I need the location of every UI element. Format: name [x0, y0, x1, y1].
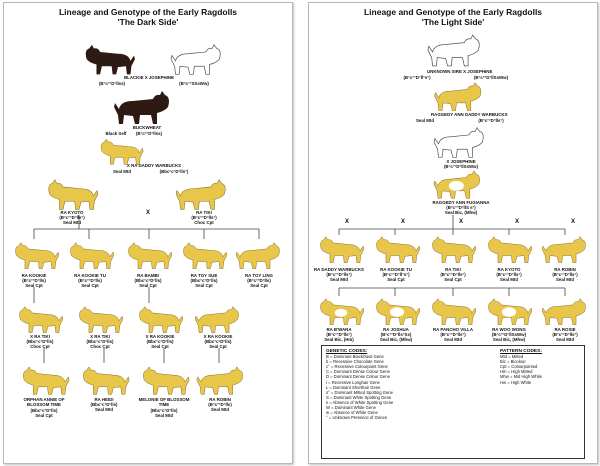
row2-pattern-4: Seal Bic, (Mhw) — [492, 337, 526, 342]
row1-cat-2 — [373, 235, 421, 265]
fugianna-label: RAGGEDY ANN FUGIANNA — [432, 200, 490, 205]
josephine-cat — [170, 43, 224, 77]
row1-pattern-5: Seal Mtd — [555, 277, 575, 282]
row2-name-3: RA PANCHO VILLA — [432, 327, 473, 332]
row2-genotype-4: (B°c°°D°llSsWw) — [491, 332, 527, 337]
row1-cat-1 — [12, 241, 60, 271]
row2-cat-1 — [16, 305, 64, 335]
row1-genotype-2: (B°c°°D°ll°s°) — [382, 272, 410, 277]
row3-genotype-3: (Bbc°c°D°lls) — [150, 408, 178, 413]
row3-cat-3 — [140, 365, 190, 397]
row1-pattern-1: Seal Mtd — [329, 277, 349, 282]
cross-mark: X — [459, 219, 464, 225]
daddy-warbucks-genotype: (Bbc°c°D°lls°) — [159, 169, 189, 174]
buckwheat-label: BUCKWHEAT — [132, 125, 162, 130]
cross-mark: X — [515, 219, 520, 225]
josephine-genotype: (B°c°°SSsWw) — [179, 81, 209, 86]
row2-name-4: RA WOO WONG — [492, 327, 526, 332]
raggedy-ann-daddy-genotype: (B°c°°D°lls°) — [478, 118, 504, 123]
genetic-code-item: b = Recessive Chocolate Gene — [326, 359, 384, 365]
unknown-sire-cat — [427, 33, 483, 69]
unknown-josephine-label: UNKNOWN SIRE X JOSEPHINE — [427, 69, 493, 74]
row1-cat-5 — [541, 235, 589, 265]
kyoto-label: RA KYOTO — [60, 210, 84, 215]
row1-genotype-5: (B°c°°D°lls°) — [552, 272, 578, 277]
row1-pattern-2: Seal Cpt — [81, 283, 99, 288]
tiki-cat — [174, 178, 230, 212]
genetic-code-item: W = Dominant White Gene — [326, 405, 376, 411]
row1-cat-5 — [235, 241, 283, 271]
tiki-pattern: Choc Cpt — [194, 220, 214, 225]
row3-pattern-2: Seal Mtd — [94, 407, 114, 412]
x-josephine-genotype: (B°c°°D°llSsWw) — [443, 164, 479, 169]
row3-name-4: RA ROBIN — [209, 397, 231, 402]
row2-cat-2 — [373, 297, 421, 327]
row1-name-3: RA BAMBI — [137, 273, 159, 278]
blackie-genotype: (B°c°°D°llss) — [98, 81, 126, 86]
row2-cat-1 — [317, 297, 365, 327]
row2-name-1: X RA TIKI — [30, 334, 50, 339]
row1-genotype-4: (Bbc°c°D°lls) — [190, 278, 218, 283]
pattern-codes-column — [500, 349, 542, 385]
chart-title: Lineage and Genotype of the Early Ragdolls — [58, 7, 238, 17]
row2-cat-4 — [194, 305, 242, 335]
row2-name-4: X RA KOOKIE — [203, 334, 233, 339]
row1-genotype-2: (B°c°°D°lls) — [78, 278, 102, 283]
pattern-code-item: Hm = High Mitted — [500, 369, 533, 375]
row1-pattern-4: Seal Cpt — [195, 283, 213, 288]
row1-genotype-3: (Bbc°c°D°lls) — [134, 278, 162, 283]
row1-cat-4 — [485, 235, 533, 265]
fugianna-cat — [433, 169, 483, 201]
row2-name-2: RA JOSHUA — [383, 327, 409, 332]
x-josephine-label: X JOSEPHINE — [446, 159, 476, 164]
row3-genotype-1: (Bbc°c°D°lls) — [30, 408, 58, 413]
row1-genotype-5: (B°c°°D°lls) — [247, 278, 271, 283]
row2-pattern-3: Seal Cpt — [151, 344, 169, 349]
pattern-code-item: Mhw = Mid High White — [500, 374, 543, 380]
row1-name-2: RA KOOKIE TU — [380, 267, 412, 272]
row3-pattern-4: Seal Mtd — [210, 407, 230, 412]
row2-name-3: X RA KOOKIE — [145, 334, 175, 339]
row1-name-1: RA DADDY WARBUCKS — [313, 267, 364, 272]
row2-genotype-2: (B°c°°D°lls°Ss) — [380, 332, 412, 337]
row2-genotype-1: (Bbc°c°D°lls) — [26, 339, 54, 344]
chart-subtitle: 'The Dark Side' — [117, 17, 179, 27]
row3-name-3: MELONIE OF BLOSSOM TIME — [138, 397, 190, 408]
genetic-code-item: D = Dominant Dense Colour Gene — [326, 374, 390, 380]
row2-genotype-2: (Bbc°c°D°lls) — [86, 339, 114, 344]
row2-pattern-4: Seal Cpt — [209, 344, 227, 349]
pattern-code-item: Hw = High White — [500, 379, 532, 385]
row2-cat-3 — [136, 305, 184, 335]
row1-cat-3 — [125, 241, 173, 271]
pattern-codes-heading: PATTERN CODES: — [500, 349, 542, 354]
genetic-code-item: B = Dominant Black/Seal Gene — [326, 354, 384, 360]
row2-cat-2 — [76, 305, 124, 335]
row1-pattern-3: Seal Cpt — [444, 277, 462, 282]
row2-genotype-4: (Bbc°c°D°lls) — [204, 339, 232, 344]
row2-cat-3 — [429, 297, 477, 327]
cross-mark: X — [146, 210, 151, 216]
genetic-code-item: s = Absence of White Spotting Gene — [326, 399, 394, 405]
row2-cat-4 — [485, 297, 533, 327]
row3-name-2: RA HEIDI — [94, 397, 114, 402]
row2-pattern-5: Seal Mtd — [555, 337, 575, 342]
row1-cat-3 — [429, 235, 477, 265]
row2-pattern-2: Seal Bic, (Mhw) — [379, 337, 413, 342]
row2-genotype-3: (Bbc°c°D°lls) — [146, 339, 174, 344]
josephine-genotype: (B°c°°D°llSsWw) — [473, 75, 509, 80]
row1-name-2: RA KOOKIE TU — [74, 273, 106, 278]
row1-name-5: RA ROBIN — [554, 267, 576, 272]
fugianna-pattern: Seal Bic, (Mhw) — [444, 210, 478, 215]
row3-genotype-4: (B°c°°D°lls) — [208, 402, 232, 407]
raggedy-ann-daddy-label: RAGGEDY ANN DADDY WARBUCKS — [431, 112, 508, 117]
cross-mark: X — [345, 219, 350, 225]
genetic-code-item: l = Recessive Longhair Gene — [326, 379, 380, 385]
row2-genotype-1: (B°c°°D°lls°) — [326, 332, 352, 337]
genetic-code-item: w = Absence of White Gene — [326, 410, 378, 416]
daddy-warbucks-label: X RA DADDY WARBUCKS — [126, 163, 182, 168]
chart-subtitle: 'The Light Side' — [421, 17, 485, 27]
blackie-josephine-label: BLACKIE X JOSEPHINE — [123, 75, 174, 80]
row2-name-5: RA ROSIE — [554, 327, 576, 332]
genetic-code-item: L = Dominant Shorthair Gene — [326, 384, 381, 390]
buckwheat-cat — [112, 89, 174, 127]
legend-box — [321, 345, 585, 459]
light-side-chart — [308, 2, 598, 464]
kyoto-pattern: Seal Mtd — [62, 220, 82, 225]
buckwheat-pattern: Black Self — [105, 131, 127, 136]
kyoto-genotype: (B°c°°D°lls°) — [59, 215, 85, 220]
genetic-code-item: ° = Unknown Presence of Genes — [326, 415, 387, 421]
fugianna-genotype: (B°c°°D°llS s°) — [446, 205, 476, 210]
cross-mark: X — [571, 219, 576, 225]
row3-name-1: ORPHAN ANNIE OF BLOSSOM TIME — [23, 397, 65, 408]
row1-pattern-4: Seal Mtd — [499, 277, 519, 282]
genetic-code-item: c° = Recessive Colourpoint Gene — [326, 364, 388, 370]
raggedy-ann-daddy-cat — [433, 81, 485, 113]
pattern-code-item: Mtd = Mitted — [500, 354, 524, 360]
tiki-label: RA TIKI — [196, 210, 212, 215]
row3-cat-4 — [196, 365, 246, 397]
row1-genotype-4: (B°c°°D°lls°) — [496, 272, 522, 277]
row2-pattern-1: Choc Cpt — [30, 344, 50, 349]
row1-name-3: RA TIKI — [445, 267, 461, 272]
row2-pattern-1: Seal Bic, (Hm) — [324, 337, 354, 342]
daddy-warbucks-pattern: Seal Mtd — [112, 169, 132, 174]
row1-pattern-2: Seal Cpt — [387, 277, 405, 282]
row1-cat-4 — [180, 241, 228, 271]
row2-name-2: X RA TIKI — [90, 334, 110, 339]
genetic-code-item: S = Dominant White Spotting Gene — [326, 394, 392, 400]
cross-mark: X — [401, 219, 406, 225]
blackie-cat — [82, 43, 136, 77]
row2-genotype-3: (B°c°°D°lls°) — [440, 332, 466, 337]
row1-name-4: RA KYOTO — [497, 267, 521, 272]
pattern-code-item: Cpt = Colourpointed — [500, 364, 538, 370]
genetic-codes-column — [326, 349, 393, 420]
row3-pattern-3: Seal Mtd — [154, 413, 174, 418]
chart-title: Lineage and Genotype of the Early Ragdolls — [363, 7, 543, 17]
row1-genotype-1: (B°c°°D°lls°) — [326, 272, 352, 277]
row2-cat-5 — [541, 297, 589, 327]
row1-pattern-3: Seal Cpt — [139, 283, 157, 288]
row2-name-1: RA B'WANA — [326, 327, 352, 332]
kyoto-cat — [44, 178, 100, 212]
unknown-sire-genotype: (B°c°°D°ll°s°) — [403, 75, 431, 80]
buckwheat-genotype: (B°c°°D°llss) — [135, 131, 163, 136]
row3-cat-2 — [80, 365, 130, 397]
row1-name-4: RA TOY SUE — [190, 273, 218, 278]
genetic-code-item: s° = Dominant Mitted Spotting Gene — [326, 389, 393, 395]
josephine-cat — [433, 126, 487, 160]
row1-pattern-1: Seal Cpt — [25, 283, 43, 288]
tiki-genotype: (B°c°°D°lls°) — [191, 215, 217, 220]
row2-pattern-2: Choc Cpt — [90, 344, 110, 349]
raggedy-ann-daddy-pattern: Seal Mtd — [415, 118, 435, 123]
row2-pattern-3: Seal Mtd — [443, 337, 463, 342]
row1-cat-1 — [317, 235, 365, 265]
genetic-code-item: C = Dominant Dense Colour Gene — [326, 369, 390, 375]
row3-genotype-2: (Bbc°c°D°lls) — [90, 402, 118, 407]
row1-cat-2 — [67, 241, 115, 271]
row1-genotype-3: (B°c°°D°lls°) — [440, 272, 466, 277]
pattern-code-item: Bic = Bicolour — [500, 359, 526, 365]
row3-pattern-1: Seal Cpt — [35, 413, 53, 418]
row1-name-1: RA KOOKIE — [21, 273, 47, 278]
dark-side-chart — [3, 2, 293, 464]
genetic-codes-heading: GENETIC CODES: — [326, 349, 368, 354]
row1-genotype-1: (B°c°°D°lls) — [22, 278, 46, 283]
row1-name-5: RA TOY LING — [245, 273, 273, 278]
row1-pattern-5: Seal Cpt — [250, 283, 268, 288]
row3-cat-1 — [20, 365, 70, 397]
row2-genotype-5: (B°c°°D°lls°) — [552, 332, 578, 337]
